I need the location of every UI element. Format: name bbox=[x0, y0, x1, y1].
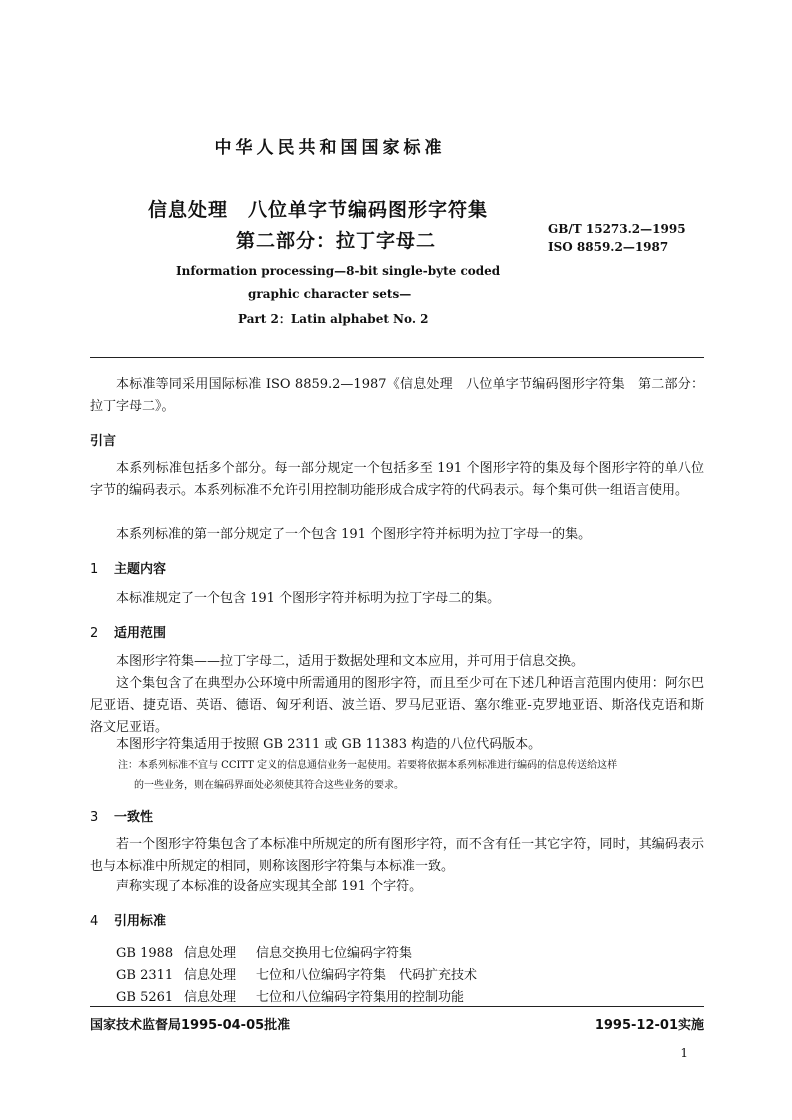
header-divider bbox=[90, 357, 704, 358]
reference-title: 七位和八位编码字符集用的控制功能 bbox=[256, 990, 465, 1005]
reference-row bbox=[116, 942, 412, 961]
section-3-paragraph-1: 若一个图形字符集包含了本标准中所规定的所有图形字符，而不含有任一其它字符，同时，其编码表示也与本标准中所规定的相同，则称该图形字符集与本标准一致。 bbox=[90, 837, 704, 874]
section-3-paragraph-2: 声称实现了本标准的设备应实现其全部 191 个字符。 bbox=[116, 879, 423, 894]
section-2-paragraph-3: 本图形字符集适用于按照 GB 2311 或 GB 11383 构造的八位代码版本。 bbox=[116, 737, 542, 752]
section-title: 主题内容 bbox=[114, 562, 167, 577]
english-title-line-2: graphic character sets— bbox=[248, 287, 412, 301]
section-number: 3 bbox=[90, 810, 99, 825]
section-title: 引用标准 bbox=[114, 914, 167, 929]
english-title-line-3: Part 2：Latin alphabet No. 2 bbox=[238, 312, 429, 326]
reference-domain: 信息处理 bbox=[184, 946, 237, 961]
reference-code: GB 2311 bbox=[116, 968, 174, 983]
footer-divider bbox=[90, 1006, 704, 1007]
approval-date: 国家技术监督局1995-04-05批准 bbox=[90, 1018, 291, 1033]
section-1-paragraph: 本标准规定了一个包含 191 个图形字符并标明为拉丁字母二的集。 bbox=[116, 591, 501, 606]
reference-row bbox=[116, 986, 464, 1005]
page-number: 1 bbox=[680, 1046, 688, 1060]
section-2-note bbox=[118, 756, 704, 796]
implementation-date: 1995-12-01实施 bbox=[594, 1018, 704, 1033]
reference-row bbox=[116, 964, 477, 983]
intro-paragraph: 本标准等同采用国际标准 ISO 8859.2—1987《信息处理 八位单字节编码图形字符集 第二部分：拉丁字母二》。 bbox=[90, 377, 704, 414]
section-2-heading bbox=[90, 622, 166, 641]
issuing-country-heading: 中华人民共和国国家标准 bbox=[214, 138, 446, 158]
section-4-heading bbox=[90, 910, 166, 929]
section-number: 2 bbox=[90, 626, 99, 641]
iso-standard-number: ISO 8859.2—1987 bbox=[548, 240, 669, 254]
section-3-heading bbox=[90, 806, 153, 825]
section-2-paragraph-1: 本图形字符集——拉丁字母二，适用于数据处理和文本应用，并可用于信息交换。 bbox=[116, 654, 585, 669]
chinese-title-line-1: 信息处理 八位单字节编码图形字符集 bbox=[148, 199, 489, 221]
reference-domain: 信息处理 bbox=[184, 968, 237, 983]
note-line-2: 的一些业务，则在编码界面处必须使其符合这些业务的要求。 bbox=[134, 780, 404, 791]
reference-code: GB 1988 bbox=[116, 946, 174, 961]
section-2-paragraph-2: 这个集包含了在典型办公环境中所需通用的图形字符，而且至少可在下述几种语言范围内使用：阿尔巴尼亚语、捷克语、英语、德语、匈牙利语、波兰语、罗马尼亚语、塞尔维亚-克罗地亚语、斯洛伐克语和斯洛文尼亚语。 bbox=[90, 676, 704, 735]
gb-standard-number: GB/T 15273.2—1995 bbox=[548, 222, 686, 236]
foreword-paragraph-1: 本系列标准包括多个部分。每一部分规定一个包括多至 191 个图形字符的集及每个图形字符的单八位字节的编码表示。本系列标准不允许引用控制功能形成合成字符的代码表示。每个集可供一组语言使用。 bbox=[90, 461, 704, 498]
reference-code: GB 5261 bbox=[116, 990, 174, 1005]
reference-title: 七位和八位编码字符集 代码扩充技术 bbox=[256, 968, 478, 983]
section-number: 4 bbox=[90, 914, 99, 929]
note-line-1: 注：本系列标准不宜与 CCITT 定义的信息通信业务一起使用。若要将依据本系列标准进行编码的信息传送给这样 bbox=[118, 760, 618, 771]
reference-title: 信息交换用七位编码字符集 bbox=[256, 946, 413, 961]
english-title-line-1: Information processing—8-bit single-byte coded bbox=[176, 264, 501, 278]
section-title: 一致性 bbox=[114, 810, 154, 825]
section-1-heading bbox=[90, 558, 166, 577]
chinese-title-line-2: 第二部分：拉丁字母二 bbox=[236, 230, 437, 252]
reference-domain: 信息处理 bbox=[184, 990, 237, 1005]
foreword-heading: 引言 bbox=[90, 434, 117, 449]
standard-numbers bbox=[548, 220, 686, 256]
foreword-paragraph-2: 本系列标准的第一部分规定了一个包含 191 个图形字符并标明为拉丁字母一的集。 bbox=[116, 527, 592, 542]
section-number: 1 bbox=[90, 562, 99, 577]
section-title: 适用范围 bbox=[114, 626, 167, 641]
